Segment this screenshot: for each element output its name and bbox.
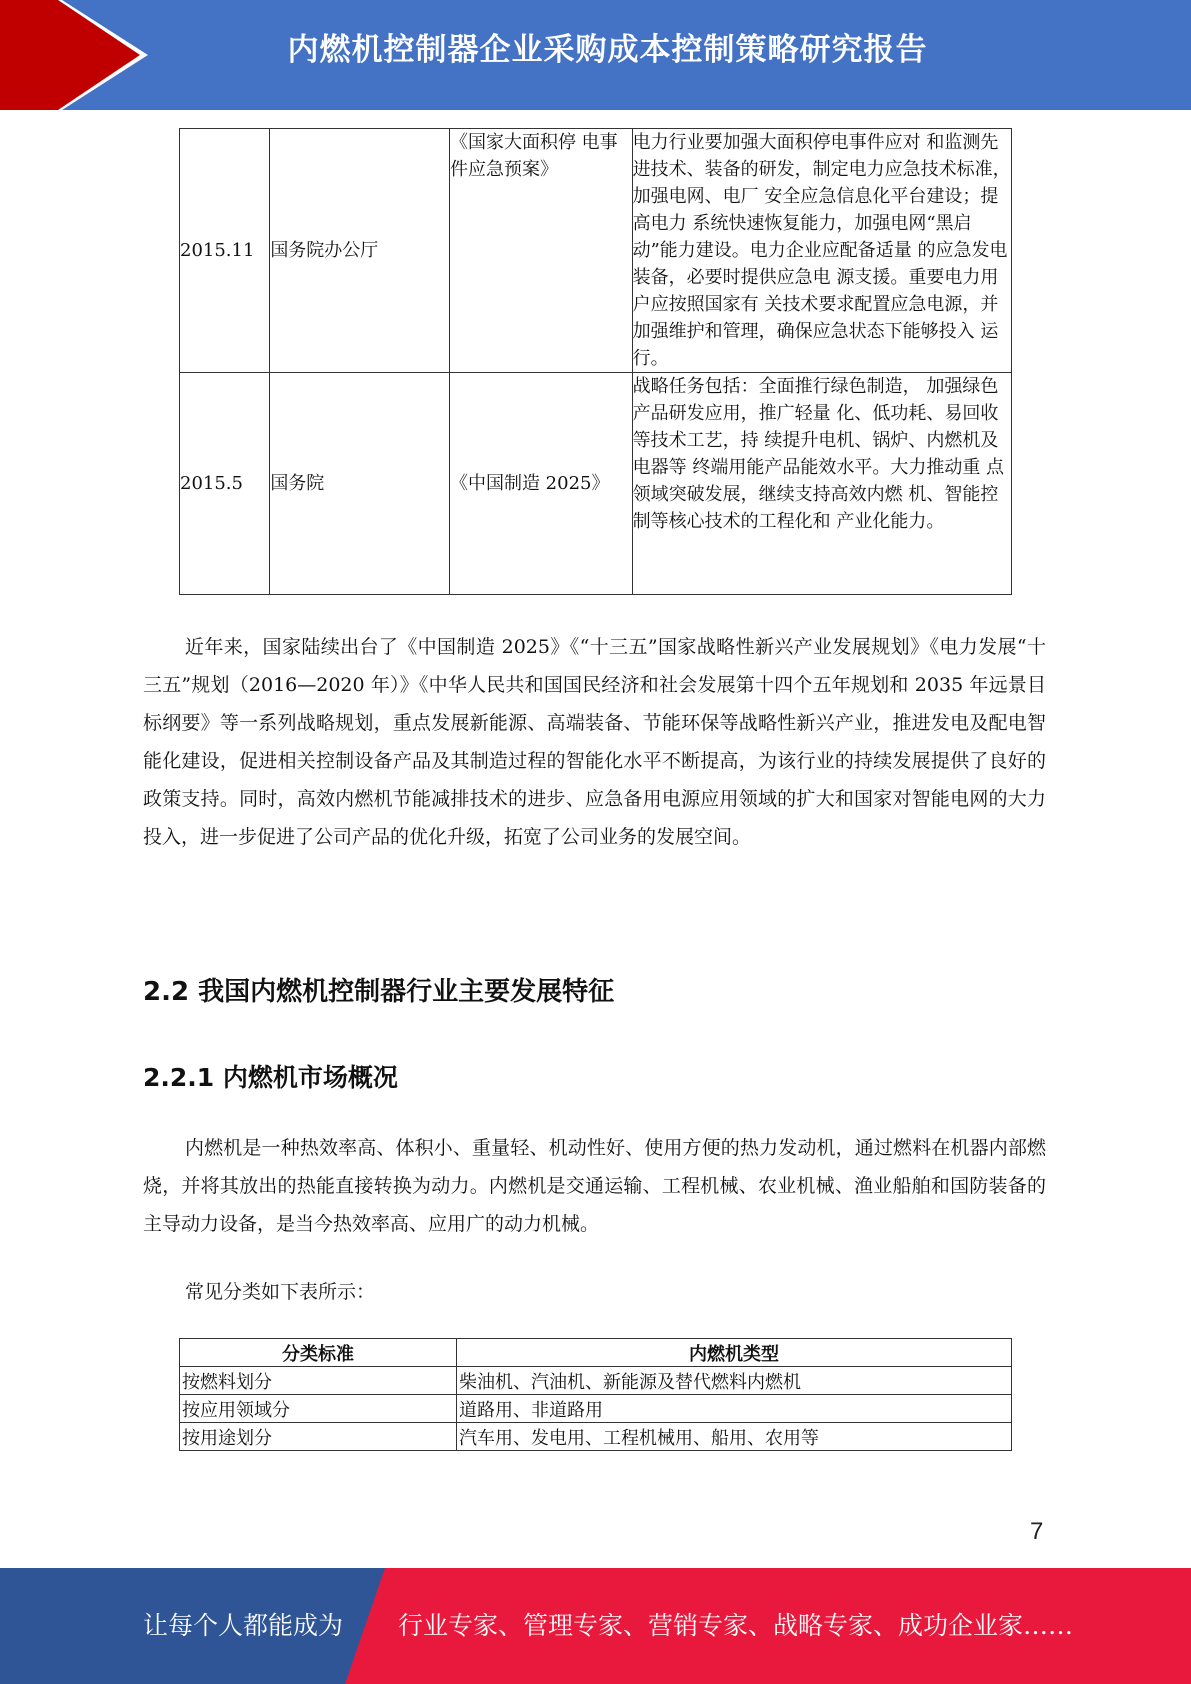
policy-document: 《国家大面积停 电事件应急预案》	[449, 129, 632, 373]
table-row	[180, 1395, 1012, 1423]
table-cell: 按用途划分	[180, 1423, 457, 1451]
header-banner	[0, 0, 1191, 110]
table-row	[180, 373, 1012, 595]
policy-content: 战略任务包括：全面推行绿色制造， 加强绿色产品研发应用，推广轻量 化、低功耗、易回收等技术工艺，持 续提升电机、锅炉、内燃机及电器等 终端用能产品能效水平。大力推动重 点领域突破发展，继续支持高效内燃 机、智能控制等核心技术的工程化和 产业化能力。	[632, 373, 1011, 595]
page-number: 7	[1030, 1518, 1044, 1545]
classification-table	[179, 1338, 1012, 1451]
subsection-heading: 2.2.1 内燃机市场概况	[143, 1063, 398, 1092]
table-row	[180, 1423, 1012, 1451]
table-cell: 柴油机、汽油机、新能源及替代燃料内燃机	[457, 1367, 1012, 1395]
table-intro-text: 常见分类如下表所示：	[185, 1281, 376, 1303]
table-cell: 道路用、非道路用	[457, 1395, 1012, 1423]
footer-banner	[0, 1568, 1191, 1684]
policy-issuer: 国务院	[270, 373, 450, 595]
table-cell: 按燃料划分	[180, 1367, 457, 1395]
table-cell: 按应用领域分	[180, 1395, 457, 1423]
policy-content: 电力行业要加强大面积停电事件应对 和监测先进技术、装备的研发，制定电力应急技术标准，加强电网、电厂 安全应急信息化平台建设；提高电力 系统快速恢复能力，加强电网“黑启 动”能力建设。电力企业应配备适量 的应急发电装备，必要时提供应急电 源支援。重要电力用户应按照国家有 关技术要求配置应急电源，并加强维护和管理，确保应急状态下能够投入 运行。	[632, 129, 1011, 373]
policy-document: 《中国制造 2025》	[449, 373, 632, 595]
body-paragraph: 内燃机是一种热效率高、体积小、重量轻、机动性好、使用方便的热力发动机，通过燃料在机器内部燃烧，并将其放出的热能直接转换为动力。内燃机是交通运输、工程机械、农业机械、渔业船舶和国防装备的主导动力设备，是当今热效率高、应用广的动力机械。	[143, 1137, 1046, 1235]
body-paragraph: 近年来，国家陆续出台了《中国制造 2025》《“十三五”国家战略性新兴产业发展规划》《电力发展“十三五”规划（2016—2020 年）》《中华人民共和国国民经济和社会发展第十四个五年规划和 2035 年远景目标纲要》等一系列战略规划，重点发展新能源、高端装备、节能环保等战略性新兴产业，推进发电及配电智能化建设，促进相关控制设备产品及其制造过程的智能化水平不断提高，为该行业的持续发展提供了良好的政策支持。同时，高效内燃机节能减排技术的进步、应急备用电源应用领域的扩大和国家对智能电网的大力投入，进一步促进了公司产品的优化升级，拓宽了公司业务的发展空间。	[143, 636, 1046, 848]
policy-date: 2015.5	[180, 373, 270, 595]
table-row	[180, 1367, 1012, 1395]
table-header-row	[180, 1339, 1012, 1367]
section-heading: 2.2 我国内燃机控制器行业主要发展特征	[143, 977, 615, 1007]
column-header: 内燃机类型	[457, 1339, 1012, 1367]
policy-issuer: 国务院办公厅	[270, 129, 450, 373]
policy-table	[179, 128, 1012, 595]
policy-date: 2015.11	[180, 129, 270, 373]
column-header: 分类标准	[180, 1339, 457, 1367]
footer-slogan-left: 让每个人都能成为	[143, 1611, 344, 1640]
report-title: 内燃机控制器企业采购成本控制策略研究报告	[287, 32, 928, 68]
table-cell: 汽车用、发电用、工程机械用、船用、农用等	[457, 1423, 1012, 1451]
table-row	[180, 129, 1012, 373]
footer-slogan-right: 行业专家、管理专家、营销专家、战略专家、成功企业家……	[398, 1611, 1074, 1640]
